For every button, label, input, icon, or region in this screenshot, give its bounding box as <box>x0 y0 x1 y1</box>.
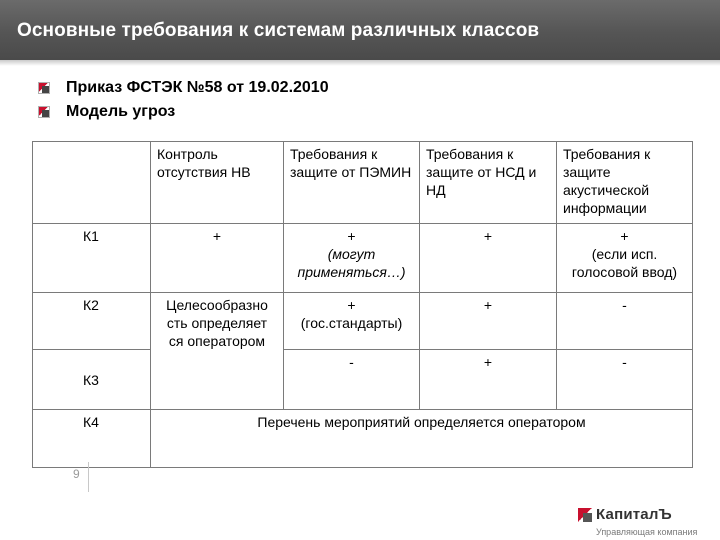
table-row <box>33 410 693 468</box>
table-cell-merged: Перечень мероприятий определяется оператором <box>151 410 693 468</box>
row-label: К3 <box>33 350 151 410</box>
bullet-text: Приказ ФСТЭК №58 от 19.02.2010 <box>66 79 329 96</box>
logo-name: КапиталЪ <box>596 506 672 523</box>
capital-logo-mark-icon <box>578 508 592 522</box>
table-cell: - <box>284 350 420 410</box>
page-number: 9 <box>73 467 80 481</box>
table-cell: + <box>420 350 557 410</box>
row-label: К4 <box>33 410 151 468</box>
bullet-item <box>38 100 329 124</box>
table-cell: + <box>420 293 557 350</box>
cell-note: (могут применяться…) <box>297 246 406 280</box>
page-title: Основные требования к системам различных классов <box>17 20 540 41</box>
table-cell-merged <box>151 293 284 410</box>
table-cell: - <box>557 350 693 410</box>
bullet-text: Модель угроз <box>66 103 176 120</box>
table-header-row <box>33 142 693 224</box>
cell-value: + <box>347 297 356 313</box>
table-header-cell: Контроль отсутствия НВ <box>151 142 284 224</box>
table-row <box>33 350 693 410</box>
cell-value: Целесообразность определяется оператором <box>166 297 268 349</box>
bullet-item <box>38 76 329 100</box>
bullet-square-icon <box>38 82 50 94</box>
company-logo <box>574 506 714 540</box>
table-cell <box>557 224 693 293</box>
table-cell: + <box>151 224 284 293</box>
table-header-cell: Требования к защите от НСД и НД <box>420 142 557 224</box>
title-bar <box>0 0 720 60</box>
table-row <box>33 293 693 350</box>
cell-note: (если исп. голосовой ввод) <box>571 246 678 280</box>
table-cell: - <box>557 293 693 350</box>
table-cell <box>284 293 420 350</box>
cell-note: (гос.стандарты) <box>300 315 403 331</box>
footer-divider <box>88 462 89 492</box>
table-cell <box>284 224 420 293</box>
requirements-table-wrap <box>32 141 693 468</box>
cell-value: + <box>347 228 356 244</box>
requirements-table <box>32 141 693 468</box>
table-row <box>33 224 693 293</box>
bullet-list <box>38 76 329 124</box>
cell-value: + <box>620 228 629 244</box>
table-header-cell-empty <box>33 142 151 224</box>
row-label: К1 <box>33 224 151 293</box>
bullet-square-icon <box>38 106 50 118</box>
table-header-cell: Требования к защите акустической информации <box>557 142 693 224</box>
table-header-cell: Требования к защите от ПЭМИН <box>284 142 420 224</box>
table-cell: + <box>420 224 557 293</box>
title-shadow <box>0 60 720 66</box>
row-label: К2 <box>33 293 151 350</box>
logo-tagline: Управляющая компания <box>596 527 698 537</box>
